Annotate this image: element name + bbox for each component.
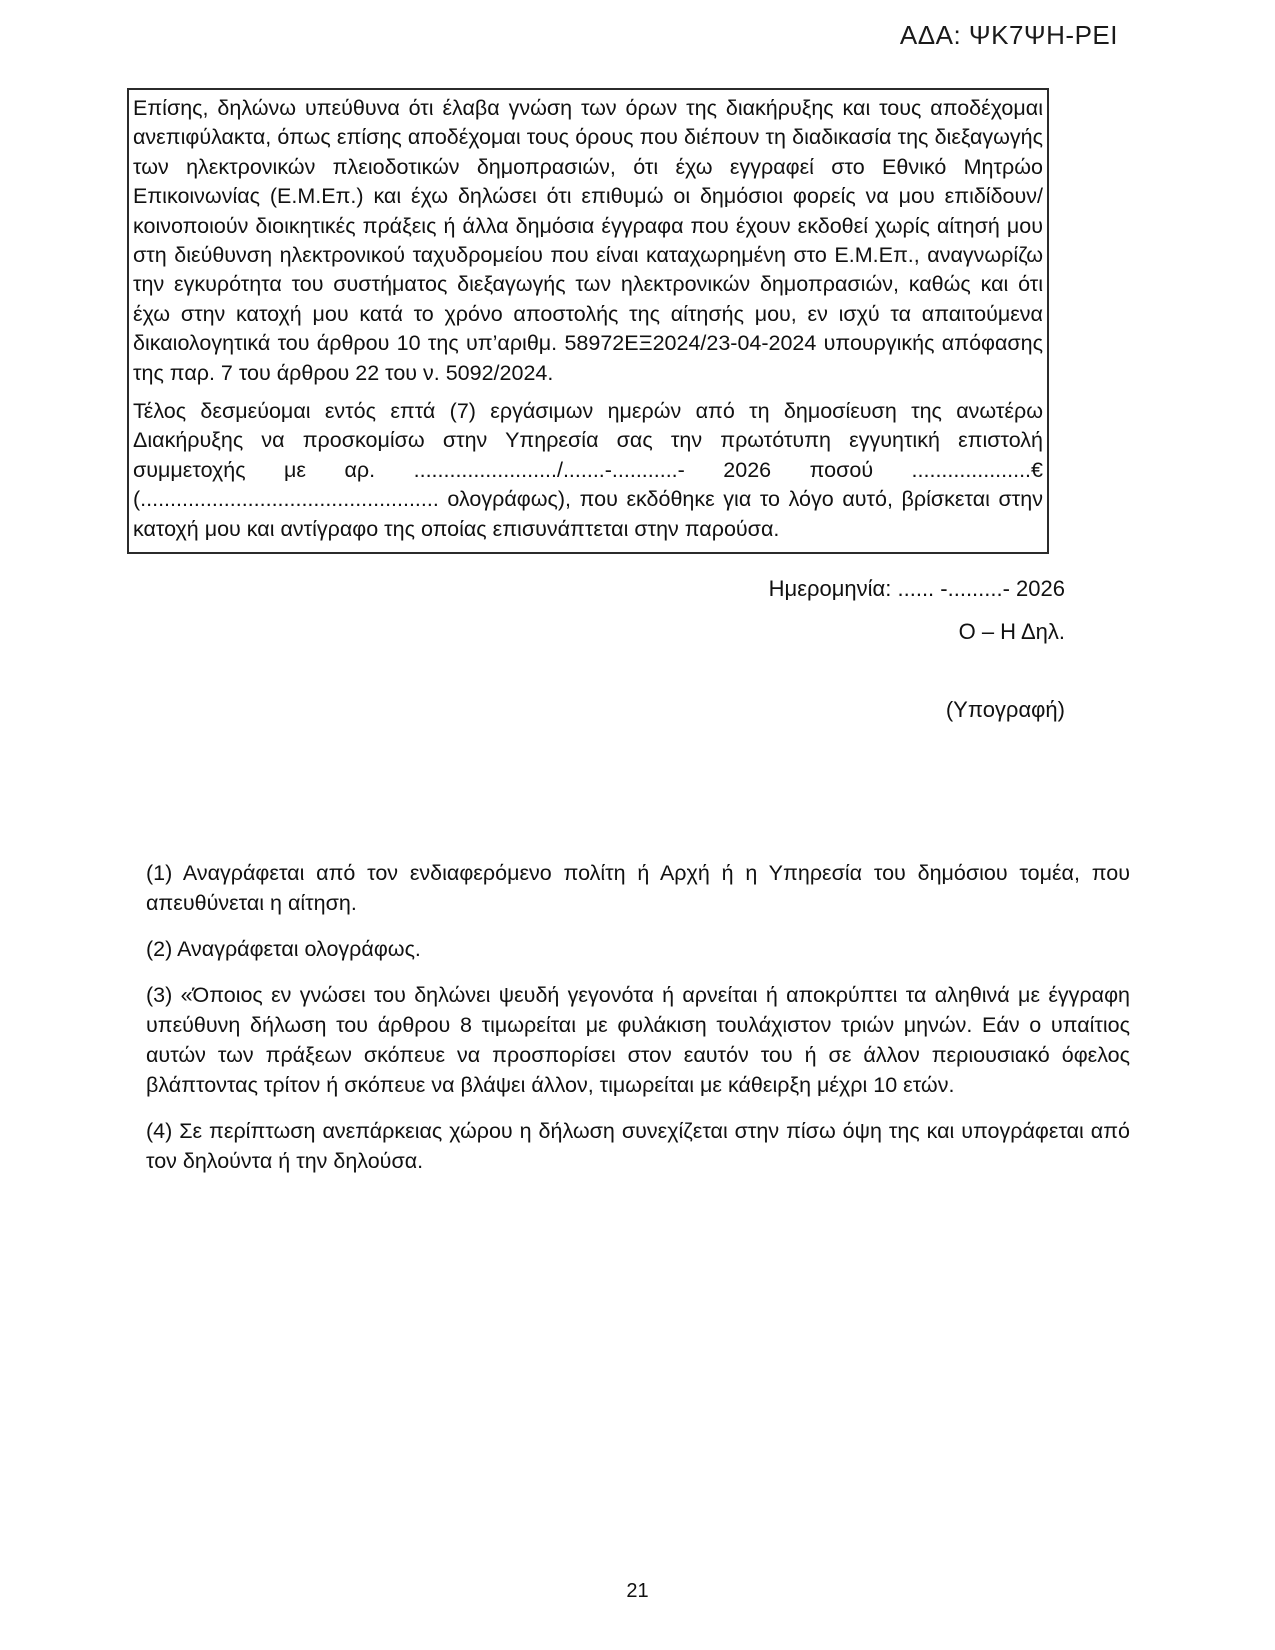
declarant-line: Ο – Η Δηλ. — [958, 619, 1065, 644]
page-number: 21 — [626, 1580, 649, 1602]
declaration-box — [127, 88, 1049, 554]
declaration-paragraph-1: Επίσης, δηλώνω υπεύθυνα ότι έλαβα γνώση των όρων της διακήρυξης και τους αποδέχομαι ανεπιφύλακτα, όπως επίσης αποδέχομαι τους όρους που διέπουν τη διαδικασία της διεξαγωγής των ηλεκτρονικών πλειοδοτικών δημοπρασιών, ότι έχω εγγραφεί στο Εθνικό Μητρώο Επικοινωνίας (Ε.Μ.Επ.) και έχω δηλώσει ότι επιθυμώ οι δημόσιοι φορείς να μου επιδίδουν/κοινοποιούν διοικητικές πράξεις ή άλλα δημόσια έγγραφα που έχουν εκδοθεί χωρίς αίτησή μου στη διεύθυνση ηλεκτρονικού ταχυδρομείου που είναι καταχωρημένη στο Ε.Μ.Επ., αναγνωρίζω την εγκυρότητα του συστήματος διεξαγωγής των ηλεκτρονικών δημοπρασιών, καθώς και ότι έχω στην κατοχή μου κατά το χρόνο αποστολής της αίτησής μου, εν ισχύ τα απαιτούμενα δικαιολογητικά του άρθρου 10 της υπ’αριθμ. 58972ΕΞ2024/23-04-2024 υπουργικής απόφασης της παρ. 7 του άρθρου 22 του ν. 5092/2024. — [133, 96, 1043, 385]
footnotes-section — [146, 858, 1130, 1192]
signature-block — [769, 576, 1065, 723]
footnote-2: (2) Αναγράφεται ολογράφως. — [146, 937, 421, 961]
ada-code: ΑΔΑ: ΨΚ7ΨΗ-ΡΕΙ — [899, 20, 1118, 50]
signature-label: (Υπογραφή) — [945, 697, 1065, 722]
footnote-3: (3) «Όποιος εν γνώσει του δηλώνει ψευδή γεγονότα ή αρνείται ή αποκρύπτει τα αληθινά με έγγραφη υπεύθυνη δήλωση του άρθρου 8 τιμωρείται με φυλάκιση τουλάχιστον τριών μηνών. Εάν ο υπαίτιος αυτών των πράξεων σκόπευε να προσπορίσει στον εαυτόν του ή σε άλλον περιουσιακό όφελος βλάπτοντας τρίτον ή σκόπευε να βλάψει άλλον, τιμωρείται με κάθειρξη μέχρι 10 ετών. — [146, 983, 1130, 1097]
date-line: Ημερομηνία: ...... -.........- 2026 — [768, 576, 1065, 601]
footnote-4: (4) Σε περίπτωση ανεπάρκειας χώρου η δήλωση συνεχίζεται στην πίσω όψη της και υπογράφεται από τον δηλούντα ή την δηλούσα. — [146, 1119, 1130, 1173]
footnote-1: (1) Αναγράφεται από τον ενδιαφερόμενο πολίτη ή Αρχή ή η Υπηρεσία του δημόσιου τομέα, που απευθύνεται η αίτηση. — [146, 861, 1130, 915]
declaration-paragraph-2: Τέλος δεσμεύομαι εντός επτά (7) εργάσιμων ημερών από τη δημοσίευση της ανωτέρω Διακήρυξης να προσκομίσω στην Υπηρεσία σας την πρωτότυπη εγγυητική επιστολή συμμετοχής με αρ. ......................../.......-...........- 2026 ποσού ....................€ (.................................................. ολογράφως), που εκδόθηκε για το λόγο αυτό, βρίσκεται στην κατοχή μου και αντίγραφο της οποίας επισυνάπτεται στην παρούσα. — [133, 399, 1043, 541]
